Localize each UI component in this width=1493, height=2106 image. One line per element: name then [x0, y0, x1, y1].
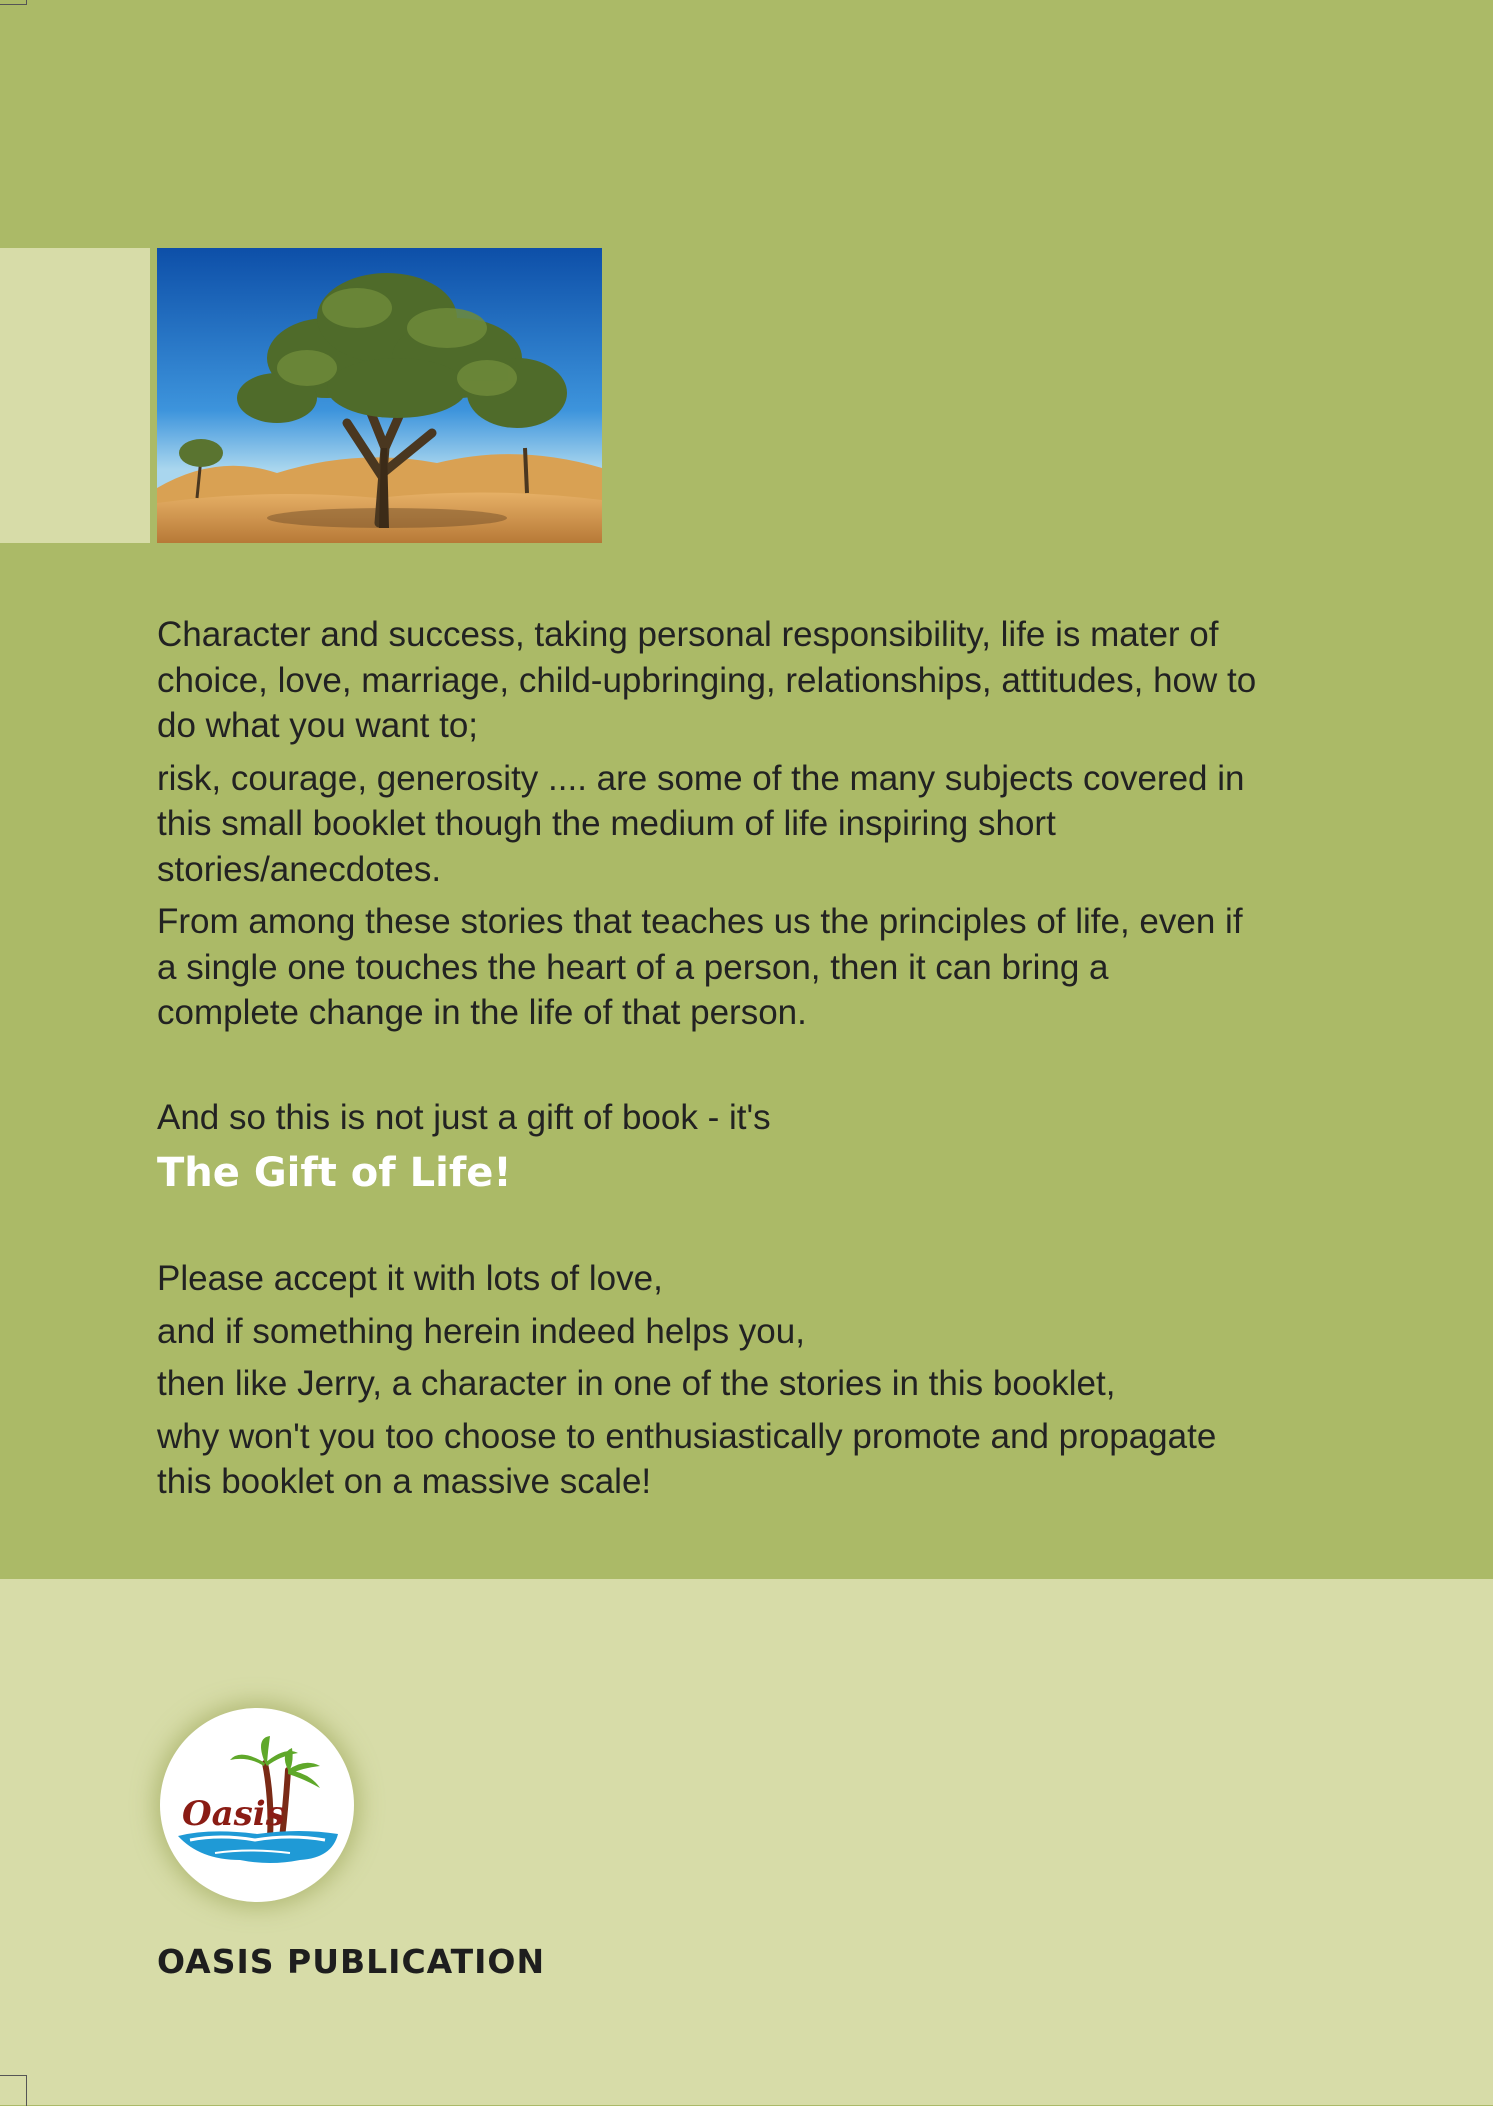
- side-accent-strip: [0, 248, 150, 543]
- closing-line-3: then like Jerry, a character in one of the stories in this booklet,: [157, 1364, 1116, 1403]
- logo-wordmark: Oasis: [182, 1794, 285, 1834]
- gift-intro: And so this is not just a gift of book - it's: [157, 1097, 771, 1137]
- publisher-logo: [160, 1708, 354, 1902]
- paragraph-subjects: Character and success, taking personal responsibility, life is mater of choice, love, marriage, child-upbringing, relationships, attitudes, how to do what you want to;: [157, 615, 1257, 745]
- closing-line-1: Please accept it with lots of love,: [157, 1259, 663, 1298]
- gift-title: The Gift of Life!: [157, 1150, 512, 1196]
- tree-photo: [157, 248, 602, 543]
- paragraph-principles: From among these stories that teaches us the principles of life, even if a single one touches the heart of a person, then it can bring a complete change in the life of that person.: [157, 902, 1243, 1032]
- crop-mark-top: [0, 0, 27, 5]
- paragraph-booklet: risk, courage, generosity .... are some of the many subjects covered in this small booklet though the medium of life inspiring short stories/anecdotes.: [157, 758, 1245, 889]
- closing-line-2: and if something herein indeed helps you,: [157, 1311, 805, 1351]
- crop-mark-bottom: [0, 2075, 27, 2106]
- closing-line-4: why won't you too choose to enthusiastically promote and propagate this booklet on a massive scale!: [157, 1416, 1217, 1501]
- publisher-name: OASIS PUBLICATION: [157, 1942, 546, 1981]
- description-block: [157, 612, 1257, 1505]
